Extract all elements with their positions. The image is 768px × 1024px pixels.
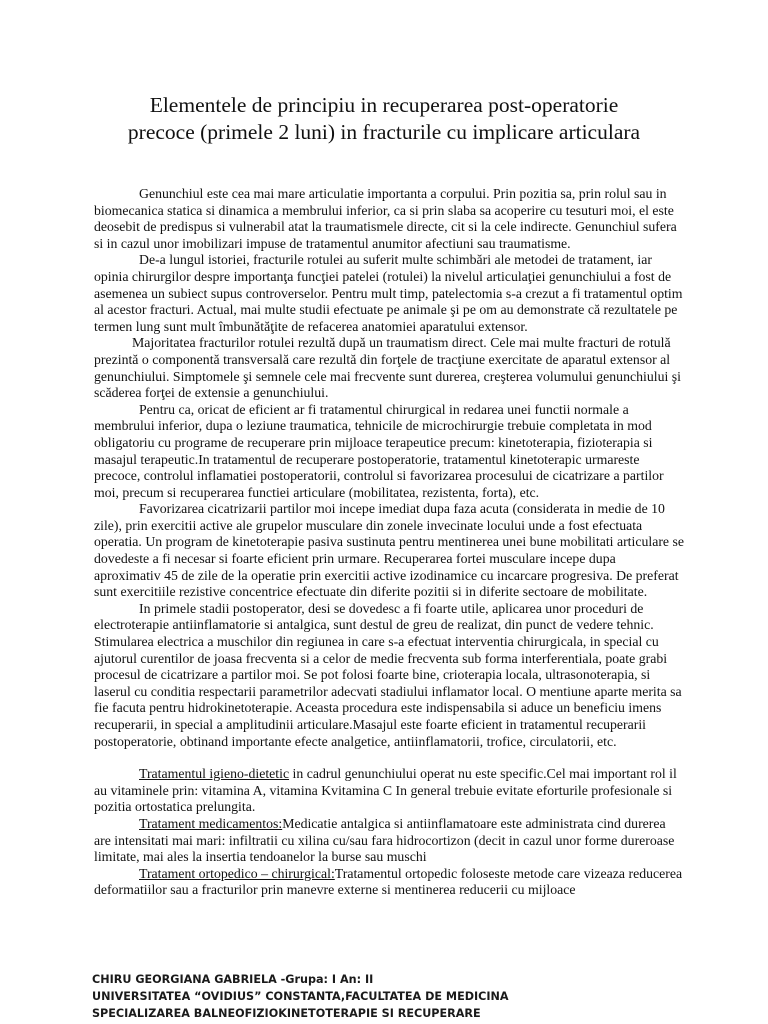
document-footer xyxy=(92,971,712,1022)
treatment-text: in cadrul genunchiului operat nu este specific.Cel mai important rol il au vitaminele prin: vitamina A, vitamina Kvitamina C In general trebuie evitate eforturile profesionale si pozitia ortostatica prelungita. xyxy=(94,766,677,815)
footer-university: UNIVERSITATEA “OVIDIUS” CONSTANTA,FACULTATEA DE MEDICINA xyxy=(92,990,509,1003)
paragraph: In primele stadii postoperator, desi se dovedesc a fi foarte utile, aplicarea unor proceduri de electroterapie antiinflamatorie si antalgica, sunt destul de greu de realizat, din punct de vedere tehnic. Stimularea electrica a muschilor din regiunea in care s-a efectuat interventia chirurgicala, in special cu ajutorul curentilor de joasa frecventa si a celor de medie frecventa sub forma interferentiala, poate grabi procesul de cicatrizare a partilor moi. Se pot folosi foarte bine, crioterapia locala, ultrasonoterapia, si laserul cu conditia respectarii parametrilor adecvati stadiului inflamator local. O mentiune aparte merita sa fie facuta pentru hidrokinetoterapie. Aceasta procedura este indispensabila si aduce un beneficiu imens recuperarii, in special a amplitudinii articulare.Masajul este foarte eficient in tratamentul recuperarii postoperatorie, obtinand importante efecte analgetice, antiinflamatorii, trofice, circulatorii, etc. xyxy=(94,600,682,749)
paragraph: Genunchiul este cea mai mare articulatie importanta a corpului. Prin pozitia sa, prin rolul sau in biomecanica statica si dinamica a membrului inferior, ca si prin slaba sa acoperire cu tesuturi moi, el este deosebit de predispus si vulnerabil atat la traumatismele directe, cit si la cele indirecte. Genunchiul sufera si in cazul unor imobilizari impuse de tratamentul anumitor afectiuni sau traumatisme. xyxy=(94,186,677,251)
treatment-heading: Tratament medicamentos: xyxy=(139,815,283,831)
paragraph: Majoritatea fracturilor rotulei rezultă după un traumatism direct. Cele mai multe fracturi de rotulă prezintă o componentă transversală care rezultă din forţele de tracţiune exercitate de aparatul extensor al genunchiului. Simptomele şi semnele cele mai frecvente sunt durerea, creşterea volumului genunchiului şi scăderea forţei de extensie a genunchiului. xyxy=(94,335,681,401)
treatment-heading: Tratament ortopedico – chirurgical: xyxy=(139,865,335,881)
document-title xyxy=(60,92,708,146)
paragraph: Favorizarea cicatrizarii partilor moi incepe imediat dupa faza acuta (considerata in medie de 10 zile), prin exercitii active ale grupelor musculare din zonele invecinate locului unde a fost efectuata operatia. Un program de kinetoterapie pasiva sustinuta pentru mentinerea unei bune mobilitati articulare se dovedeste a fi necesar si foarte eficient prin urmare. Recuperarea fortei musculare incepe dupa aproximativ 45 de zile de la operatie prin exercitii active izodinamice cu incarcare progresiva. De preferat sunt exercitiile rezistive concentrice efectuate din diferite pozitii si in diferite sectoare de mobilitate. xyxy=(94,501,684,600)
treatment-paragraph xyxy=(94,816,684,866)
treatment-heading: Tratamentul igieno-dietetic xyxy=(139,766,290,782)
title-line-2: precoce (primele 2 luni) in fracturile cu implicare articulara xyxy=(127,120,641,144)
treatment-text: Tratamentul ortopedic foloseste metode care vizeaza reducerea deformatiilor sau a fracturilor prin manevre externe si mentinerea reducerii cu mijloace xyxy=(94,865,683,898)
footer-specialization: SPECIALIZAREA BALNEOFIZIOKINETOTERAPIE SI RECUPERARE xyxy=(92,1007,481,1020)
treatment-paragraph xyxy=(94,866,684,899)
title-line-1: Elementele de principiu in recuperarea post-operatorie xyxy=(149,93,619,117)
paragraph: De-a lungul istoriei, fracturile rotulei au suferit multe schimbări ale metodei de tratament, iar opinia chirurgilor despre importanţa funcţiei patelei (rotulei) la nivelul articulaţiei genunchiului a fost de asemenea un subiect supus controverselor. Pentru mult timp, patelectomia s-a crezut a fi tratamentul optim al acestor fracturi. Actual, mai multe studii efectuate pe animale şi pe om au demonstrate că rezultatele pe termen lung sunt mult îmbunătăţite de refacerea anatomiei aparatului extensor. xyxy=(94,252,683,334)
treatment-paragraph xyxy=(94,766,684,816)
document-body xyxy=(94,186,684,899)
paragraph: Pentru ca, oricat de eficient ar fi tratamentul chirurgical in redarea unei functii normale a membrului inferior, dupa o leziune traumatica, tehnicile de microchirurgie trebuie completata in mod obligatoriu cu programe de recuperare prin mijloace terapeutice precum: kinetoterapia, fizioterapia si masajul terapeutic.In tratamentul de recuperare postoperatorie, tratamentul kinetoterapic urmareste precoce, controlul inflamatiei postoperatorii, controlul si favorizarea procesului de cicatrizare a partilor moi, precum si recuperarea functiei articulare (mobilitatea, rezistenta, forta), etc. xyxy=(94,401,664,500)
treatment-text: Medicatie antalgica si antiinflamatoare este administrata cind durerea are intensitati mai mari: infiltratii cu xilina cu/sau fara hidrocortizon (decit in cazul unor forme dureroase limitate, mai ales la insertia tendoanelor la burse sau muschi xyxy=(94,815,675,865)
footer-author: CHIRU GEORGIANA GABRIELA -Grupa: I An: II xyxy=(92,973,374,986)
